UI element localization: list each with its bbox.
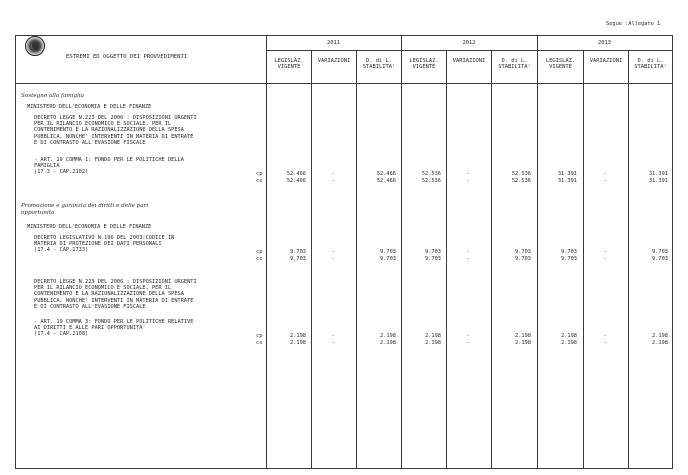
col-dil-2012: D. di L. STABILITA': [498, 58, 531, 71]
col-variazioni-2011: VARIAZIONI: [317, 58, 351, 64]
col-legislaz-2013: LEGISLAZ. VIGENTE: [545, 58, 576, 71]
decree-text: DECRETO LEGISLATIVO N.196 DEL 2003:CODICE IN MATERIA DI PROTEZIONE DEI DATI PERSONALI (17.4 - CAP.1733): [34, 235, 175, 254]
section-title: Promozione e garanzia dei diritti e delle pari opportunita: [21, 203, 149, 216]
col-dil-2011: D. di L. STABILITA': [362, 58, 396, 71]
ministry-label: MINISTERO DELL'ECONOMIA E DELLE FINANZE: [27, 104, 152, 110]
article-text: - ART. 19 COMMA 1: FONDO PER LE POLITICHE DELLA FAMIGLIA (17.3 - CAP.2102): [34, 157, 184, 176]
year-2012: 2012: [462, 40, 476, 46]
col-variazioni-2012: VARIAZIONI: [452, 58, 486, 64]
col-variazioni-2013: VARIAZIONI: [589, 58, 623, 64]
section-title: Sostegno alla famiglia: [21, 93, 84, 99]
year-2013: 2013: [598, 40, 611, 46]
decree-text: DECRETO LEGGE N.223 DEL 2006 : DISPOSIZIONI URGENTI PER IL RILANCIO ECONOMICO E SOCIALE, PER IL CONTENIMENTO E LA RAZIONALIZZAZIONE DELLA SPESA PUBBLICA, NONCHE' INTERVENTI IN MATERIA DI ENTRATE E DI CONTRASTO ALL'EVASIONE FISCALE: [34, 115, 197, 146]
year-2011: 2011: [327, 40, 340, 46]
ministry-label: MINISTERO DELL'ECONOMIA E DELLE FINANZE: [27, 224, 152, 230]
header-title: ESTREMI ED OGGETTO DEI PROVVEDIMENTI: [66, 54, 188, 60]
col-legislaz-2012: LEGISLAZ. VIGENTE: [409, 58, 439, 71]
decree-text: DECRETO LEGGE N.223 DEL 2006 : DISPOSIZIONI URGENTI PER IL RILANCIO ECONOMICO E SOCIALE, PER IL CONTENIMENTO E LA RAZIONALIZZAZIONE DELLA SPESA PUBBLICA, NONCHE' INTERVENTI IN MATERIA DI ENTRATE E DI CONTRASTO ALL'EVASIONE FISCALE: [34, 279, 197, 310]
emblem-seal: [25, 36, 45, 56]
col-legislaz-2011: LEGISLAZ. VIGENTE: [274, 58, 304, 71]
article-text: - ART. 19 COMMA 3: FONDO PER LE POLITICHE RELATIVE AI DIRITTI E ALLE PARI OPPORTUNITA' (17.4 - CAP.2108): [34, 319, 194, 338]
continuation-label: Segue :Allegato 1: [606, 21, 661, 27]
col-dil-2013: D. di L. STABILITA': [634, 58, 667, 71]
